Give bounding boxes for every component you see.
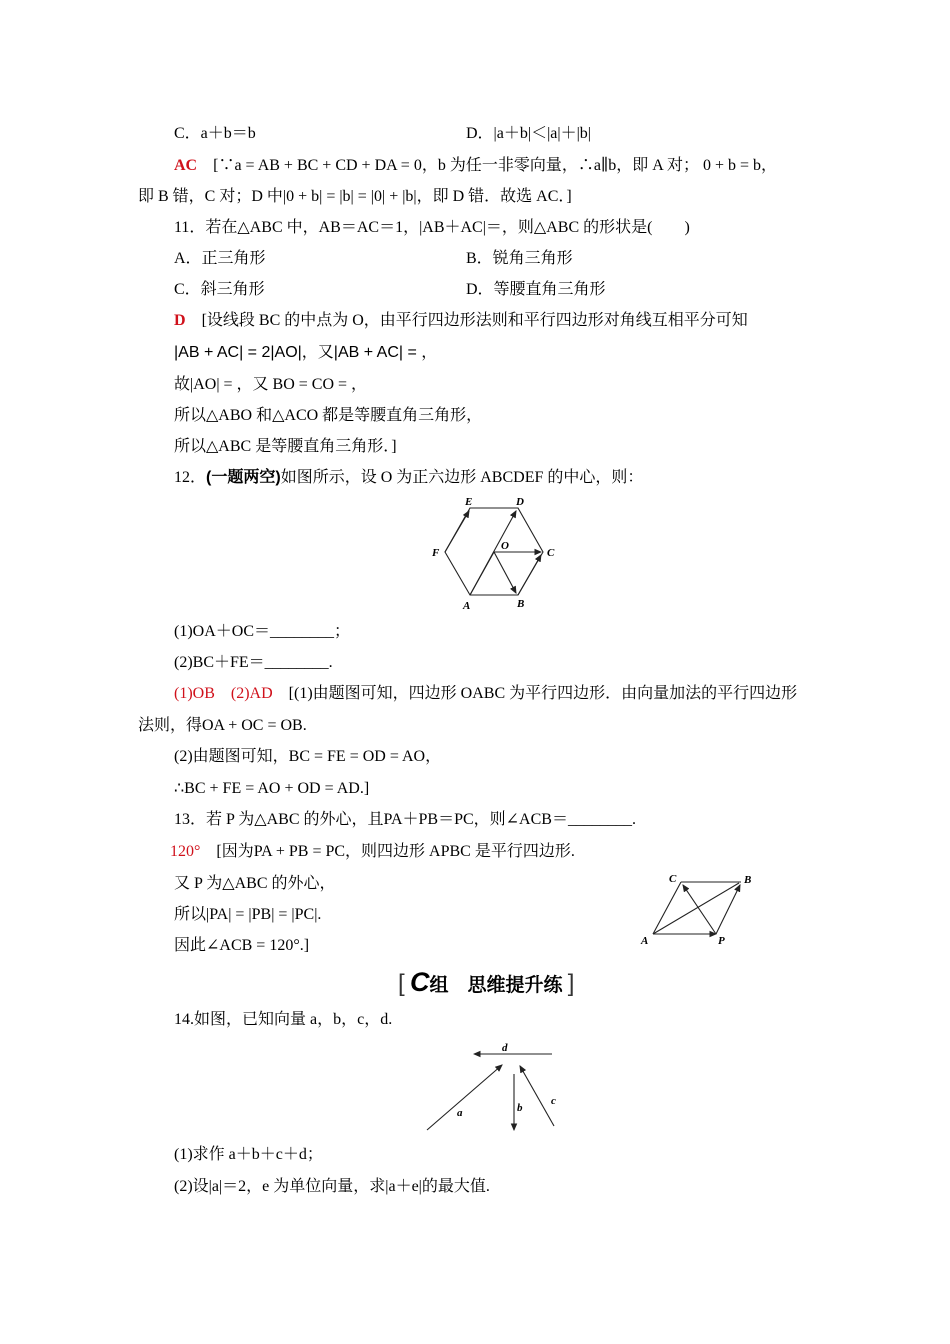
header-bracket-close: ] [567, 970, 575, 997]
answer-12-line3: (2)由题图可知，BC = FE = OD = AO， [174, 748, 442, 765]
header-letter: C [409, 967, 430, 997]
label-p: P [718, 935, 725, 947]
label-c: c [551, 1095, 556, 1107]
header-title: 组 思维提升练 [429, 975, 563, 996]
answer-12 [174, 684, 797, 704]
q11-choice-d: D．等腰直角三角形 [466, 281, 606, 298]
label-e: E [465, 496, 473, 508]
answer-key: AC [174, 157, 198, 174]
label-d: D [516, 496, 524, 508]
question-11: 11．若在△ABC 中，AB＝AC＝1，|AB＋AC|＝，则△ABC 的形状是( ) [174, 219, 690, 236]
question-13: 13．若 P 为△ABC 的外心，且PA＋PB＝PC，则∠ACB＝________. [174, 811, 636, 828]
answer-10 [174, 156, 777, 176]
q12-text: 如图所示，设 O 为正六边形 ABCDEF 的中心，则： [280, 469, 644, 486]
answer-11 [174, 311, 748, 331]
label-f: F [432, 547, 440, 559]
answer-13-line4: 因此∠ACB = 120°.] [174, 937, 310, 954]
answer-explanation: [因为PA + PB = PC，则四边形 APBC 是平行四边形. [216, 843, 575, 860]
answer-12-line2: 法则，得OA + OC = OB. [138, 717, 307, 734]
q12-part2: (2)BC＋FE＝________. [174, 654, 333, 671]
label-b: b [517, 1102, 523, 1114]
answer-11-line3: 故|AO| = ，又 BO = CO = ， [174, 376, 368, 393]
answer-key: (1)OB (2)AD [174, 685, 273, 702]
label-b: B [517, 598, 525, 610]
vectors-figure [420, 1038, 570, 1134]
parallelogram-figure [636, 870, 762, 950]
choice-c: C．a＋b＝b [174, 125, 256, 142]
q12-tag: (一题两空) [206, 469, 281, 486]
question-12 [174, 468, 643, 488]
label-d: d [502, 1042, 508, 1054]
answer-11-line2: |AB + AC| = 2|AO|，又|AB + AC| = ， [174, 344, 438, 361]
label-b: B [744, 874, 752, 886]
answer-13 [170, 842, 575, 862]
section-header [398, 968, 574, 1000]
answer-13-line2: 又 P 为△ABC 的外心， [174, 875, 336, 892]
answer-13-line3: 所以|PA| = |PB| = |PC|. [174, 906, 322, 923]
answer-12-line4: ∴BC + FE = AO + OD = AD.] [174, 780, 370, 797]
q11-choice-c: C．斜三角形 [174, 281, 265, 298]
label-c: C [669, 873, 677, 885]
q12-number: 12． [174, 469, 207, 486]
hexagon-figure [425, 494, 565, 616]
q14-part1: (1)求作 a＋b＋c＋d； [174, 1146, 323, 1163]
q14-part2: (2)设|a|＝2，e 为单位向量，求|a＋e|的最大值. [174, 1178, 490, 1195]
q11-choice-b: B．锐角三角形 [466, 250, 573, 267]
answer-explanation: [(1)由题图可知，四边形 OABC 为平行四边形．由向量加法的平行四边形 [288, 685, 798, 702]
answer-10-cont: 即 B 错，C 对；D 中|0 + b| = |b| = |0| + |b|，即 D 错．故选 AC．] [138, 188, 572, 205]
answer-explanation: [∵a = AB + BC + CD + DA = 0，b 为任一非零向量，∴a∥b，即 A 对； 0 + b = b， [213, 157, 778, 174]
question-14: 14.如图，已知向量 a，b，c，d. [174, 1011, 393, 1028]
answer-11-line5: 所以△ABC 是等腰直角三角形．] [174, 438, 397, 455]
answer-key: 120° [170, 843, 201, 860]
q12-part1: (1)OA＋OC＝________； [174, 623, 350, 640]
answer-key: D [174, 312, 186, 329]
label-a: A [641, 935, 649, 947]
q11-choice-a: A．正三角形 [174, 250, 266, 267]
label-o: O [501, 540, 509, 552]
answer-explanation: [设线段 BC 的中点为 O，由平行四边形法则和平行四边形对角线互相平分可知 [201, 312, 748, 329]
answer-11-line4: 所以△ABO 和△ACO 都是等腰直角三角形， [174, 407, 483, 424]
label-a: A [463, 600, 471, 612]
label-a: a [457, 1107, 463, 1119]
header-bracket-open: [ [398, 970, 405, 997]
label-c: C [547, 547, 555, 559]
choice-d: D．|a＋b|＜|a|＋|b| [466, 125, 591, 142]
